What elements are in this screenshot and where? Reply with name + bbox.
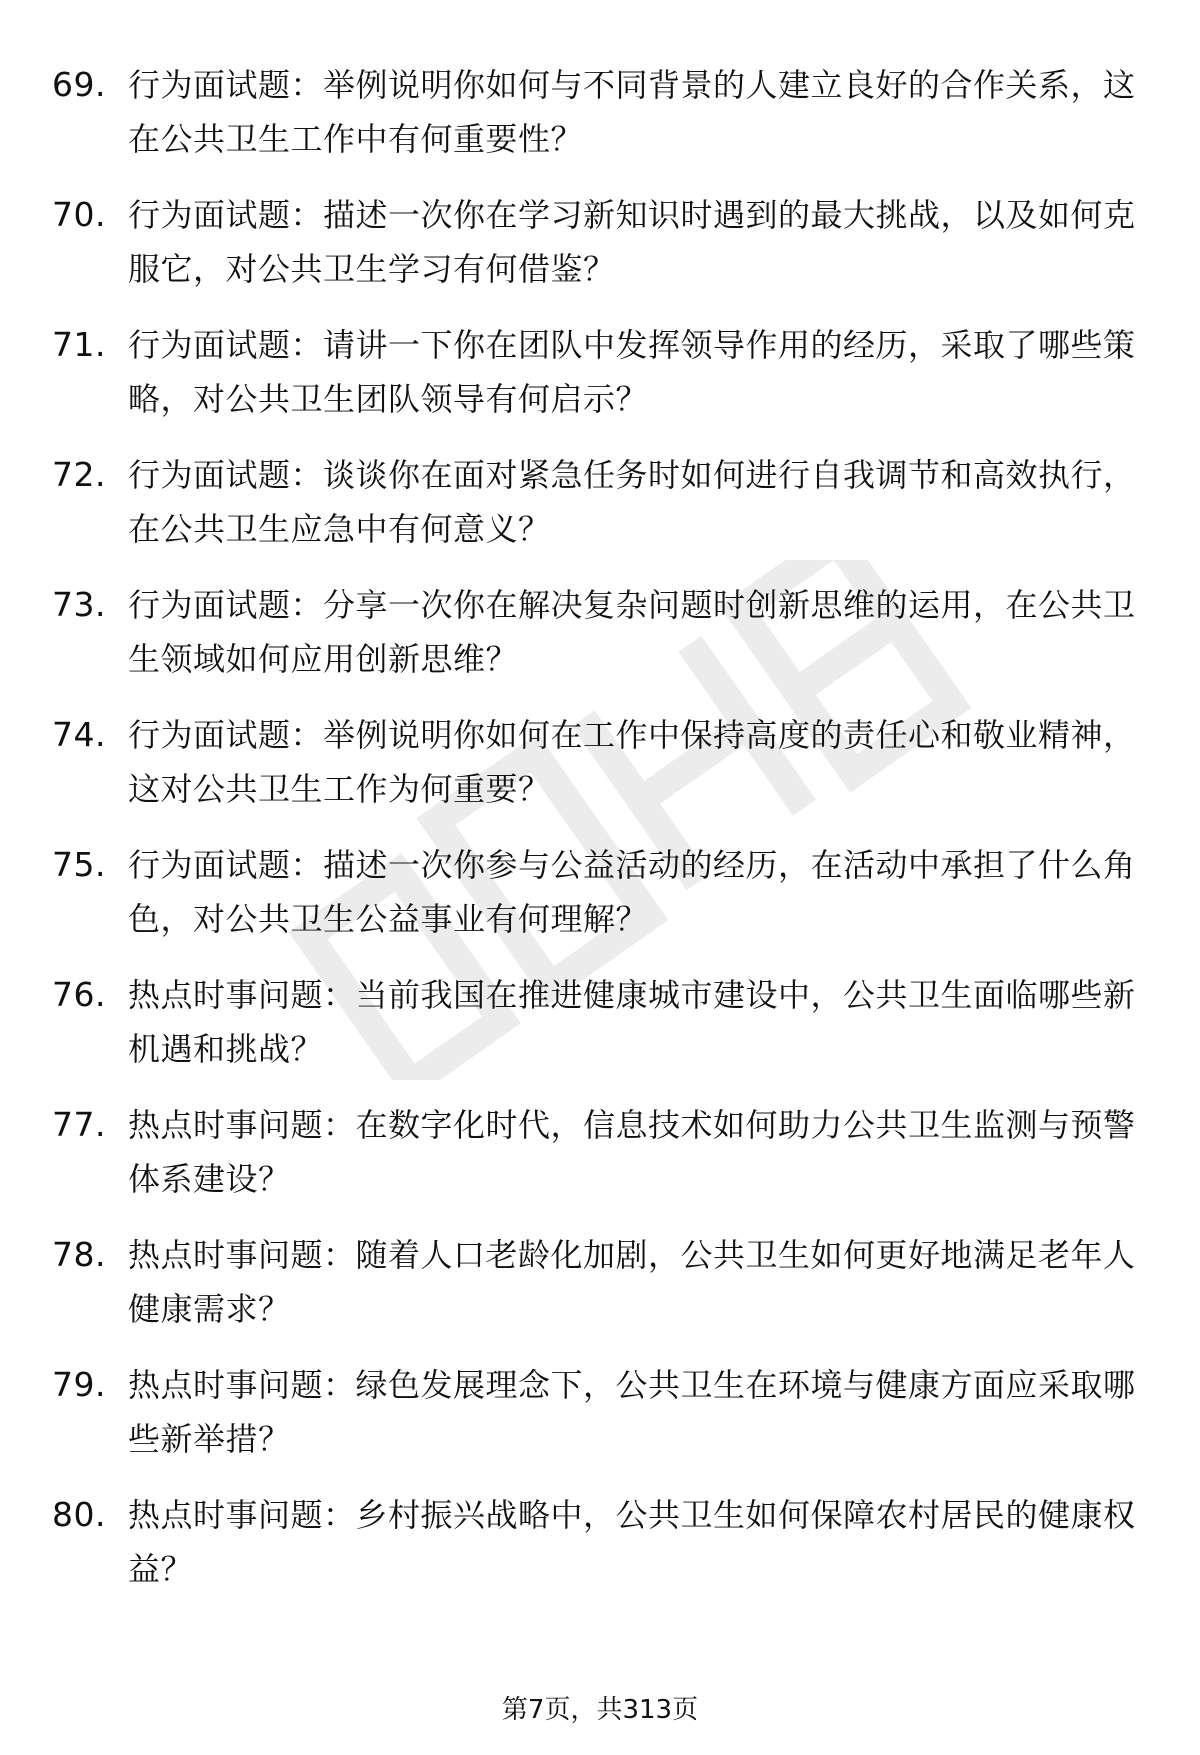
question-list (52, 58, 1152, 1618)
question-item (52, 968, 1152, 1098)
question-item (52, 708, 1152, 838)
page-number: 第7页，共313页 (501, 1695, 699, 1725)
question-number: 74. (52, 715, 106, 754)
question-item (52, 578, 1152, 708)
question-item (52, 838, 1152, 968)
question-number: 70. (52, 195, 106, 234)
question-item (52, 188, 1152, 318)
question-text: 行为面试题：举例说明你如何在工作中保持高度的责任心和敬业精神，这对公共卫生工作为何重要？ (128, 716, 1136, 808)
question-text: 热点时事问题：当前我国在推进健康城市建设中，公共卫生面临哪些新机遇和挑战？ (128, 976, 1136, 1068)
question-item (52, 58, 1152, 188)
question-text: 热点时事问题：在数字化时代，信息技术如何助力公共卫生监测与预警体系建设？ (128, 1106, 1136, 1198)
question-item (52, 1098, 1152, 1228)
question-text: 热点时事问题：乡村振兴战略中，公共卫生如何保障农村居民的健康权益？ (128, 1496, 1136, 1588)
question-number: 77. (52, 1105, 106, 1144)
question-text: 行为面试题：描述一次你参与公益活动的经历，在活动中承担了什么角色，对公共卫生公益事业有何理解？ (128, 846, 1136, 938)
question-item (52, 318, 1152, 448)
question-text: 行为面试题：分享一次你在解决复杂问题时创新思维的运用，在公共卫生领域如何应用创新思维？ (128, 586, 1136, 678)
question-text: 热点时事问题：随着人口老龄化加剧，公共卫生如何更好地满足老年人健康需求？ (128, 1236, 1136, 1328)
question-item (52, 1488, 1152, 1618)
question-number: 78. (52, 1235, 106, 1274)
question-number: 76. (52, 975, 106, 1014)
question-text: 热点时事问题：绿色发展理念下，公共卫生在环境与健康方面应采取哪些新举措？ (128, 1366, 1136, 1458)
question-number: 75. (52, 845, 106, 884)
question-number: 69. (52, 65, 106, 104)
question-item (52, 1228, 1152, 1358)
question-item (52, 448, 1152, 578)
question-text: 行为面试题：举例说明你如何与不同背景的人建立良好的合作关系，这在公共卫生工作中有何重要性？ (128, 66, 1136, 158)
question-number: 72. (52, 455, 106, 494)
question-item (52, 1358, 1152, 1488)
question-number: 71. (52, 325, 106, 364)
question-number: 79. (52, 1365, 106, 1404)
question-number: 73. (52, 585, 106, 624)
question-text: 行为面试题：描述一次你在学习新知识时遇到的最大挑战，以及如何克服它，对公共卫生学习有何借鉴？ (128, 196, 1136, 288)
question-text: 行为面试题：谈谈你在面对紧急任务时如何进行自我调节和高效执行，在公共卫生应急中有何意义？ (128, 456, 1136, 548)
question-text: 行为面试题：请讲一下你在团队中发挥领导作用的经历，采取了哪些策略，对公共卫生团队领导有何启示？ (128, 326, 1136, 418)
question-number: 80. (52, 1495, 106, 1534)
